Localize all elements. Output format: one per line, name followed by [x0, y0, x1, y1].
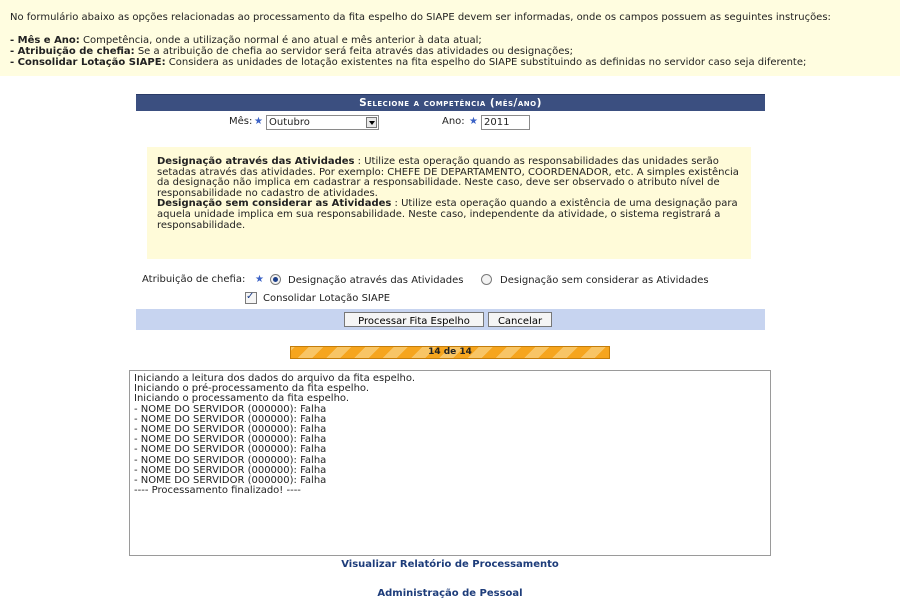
consolidar-lotacao-label: Consolidar Lotação SIAPE — [263, 293, 391, 304]
instruction-term: - Consolidar Lotação SIAPE: — [10, 57, 166, 68]
radio-designacao-sem-atividades[interactable] — [481, 274, 492, 285]
radio-label-atividades: Designação através das Atividades — [288, 275, 464, 286]
log-line: - NOME DO SERVIDOR (000000): Falha — [134, 454, 327, 466]
radio-label-sem-atividades: Designação sem considerar as Atividades — [500, 275, 709, 286]
log-line: - NOME DO SERVIDOR (000000): Falha — [134, 464, 327, 476]
form-caption: Selecione a competência (mês/ano) — [136, 94, 765, 111]
instruction-desc: Se a atribuição de chefia ao servidor será feita através das atividades ou designações; — [134, 46, 574, 57]
chevron-down-icon[interactable] — [366, 117, 377, 128]
processing-log[interactable] — [129, 370, 771, 556]
log-line: - NOME DO SERVIDOR (000000): Falha — [134, 444, 327, 456]
report-link[interactable]: Visualizar Relatório de Processamento — [341, 559, 559, 570]
instruction-desc: Considera as unidades de lotação existentes na fita espelho do SIAPE substituindo as definidas no servidor caso seja diferente; — [165, 57, 807, 68]
required-icon: ★ — [254, 116, 263, 127]
ano-input[interactable]: 2011 — [481, 115, 530, 130]
help-title-2: Designação sem considerar as Atividades — [157, 198, 392, 210]
required-icon: ★ — [255, 274, 264, 285]
required-icon: ★ — [469, 116, 478, 127]
log-line: - NOME DO SERVIDOR (000000): Falha — [134, 403, 327, 415]
instruction-item-chefia — [10, 46, 900, 57]
help-box — [147, 147, 751, 259]
instruction-item-lotacao — [10, 57, 900, 68]
log-line: - NOME DO SERVIDOR (000000): Falha — [134, 424, 327, 436]
help-text-2: : Utilize esta operação quando a existência de uma designação para aquela unidade implica em sua responsabilidade. Neste caso, independente da atividade, o sistema registrará a responsabilidade. — [157, 198, 738, 231]
consolidar-lotacao-checkbox[interactable] — [245, 292, 257, 304]
instructions-panel — [0, 0, 900, 76]
instruction-term: - Atribuição de chefia: — [10, 46, 135, 57]
mes-label: Mês: — [229, 116, 253, 127]
help-title-1: Designação através das Atividades — [157, 156, 355, 167]
admin-link[interactable]: Administração de Pessoal — [377, 588, 523, 599]
log-line: - NOME DO SERVIDOR (000000): Falha — [134, 413, 327, 425]
progress-text: 14 de 14 — [428, 347, 472, 357]
help-paragraph-1 — [157, 157, 741, 199]
log-line: - NOME DO SERVIDOR (000000): Falha — [134, 475, 327, 487]
instruction-item-mes-ano — [10, 35, 900, 46]
instructions-text: No formulário abaixo as opções relacionadas ao processamento da fita espelho do SIAPE devem ser informadas, onde os campos possuem as seguintes instruções: — [10, 12, 831, 23]
log-line: Iniciando o pré-processamento da fita espelho. — [134, 383, 370, 395]
date-row — [136, 111, 765, 133]
log-line: Iniciando o processamento da fita espelho. — [134, 393, 350, 405]
log-line: ---- Processamento finalizado! ---- — [134, 485, 301, 497]
instruction-term: - Mês e Ano: — [10, 35, 80, 46]
processar-button[interactable]: Processar Fita Espelho — [344, 312, 484, 327]
ano-label: Ano: — [442, 116, 465, 127]
radio-designacao-atividades[interactable] — [270, 274, 281, 285]
cancelar-button[interactable]: Cancelar — [488, 312, 552, 327]
help-text-1: : Utilize esta operação quando as responsabilidades das unidades serão setadas através das atividades. Por exemplo: CHEFE DE DEPARTAMENTO, COORDENADOR, etc. A simples existência da designação não implica em cadastrar a responsabilidade. Neste caso, deve ser observado o atributo nível de responsabilidade no cadastro de atividades. — [157, 156, 739, 199]
chefia-row — [136, 272, 765, 290]
progress-bar — [290, 346, 610, 359]
instruction-desc: Competência, onde a utilização normal é ano atual e mês anterior à data atual; — [79, 35, 482, 46]
chefia-label: Atribuição de chefia: — [142, 274, 246, 285]
log-line: Iniciando a leitura dos dados do arquivo da fita espelho. — [134, 373, 415, 384]
help-paragraph-2 — [157, 199, 741, 231]
log-line: - NOME DO SERVIDOR (000000): Falha — [134, 434, 327, 446]
form-footer — [136, 309, 765, 330]
competencia-form — [136, 94, 765, 330]
mes-select-value: Outubro — [269, 117, 310, 128]
mes-select[interactable] — [266, 115, 379, 130]
